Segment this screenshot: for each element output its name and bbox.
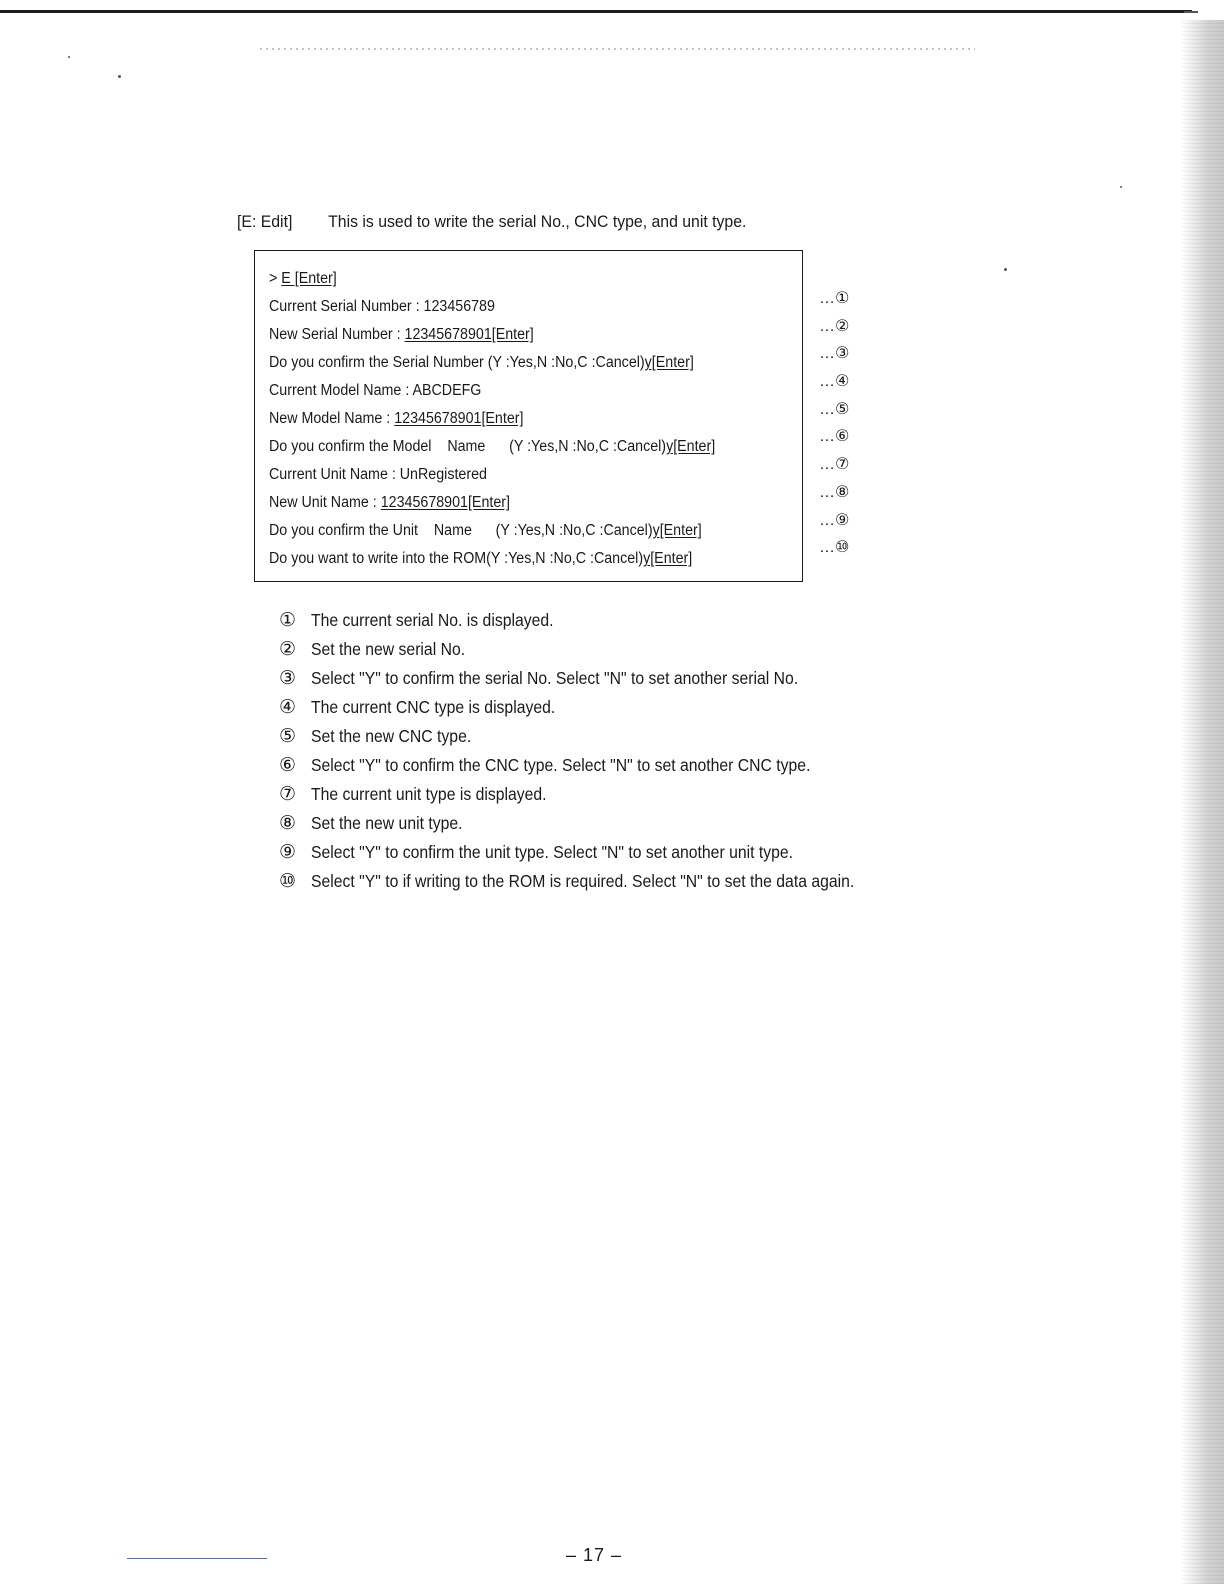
ref-marker-8: …⑧ (819, 483, 850, 501)
terminal-line-current-serial: Current Serial Number : 123456789 (269, 298, 495, 315)
scan-speck (118, 75, 121, 78)
note-text: Set the new unit type. (311, 813, 463, 833)
terminal-transcript (254, 250, 803, 582)
section-title (237, 212, 746, 232)
note-number: ⑩ (279, 871, 297, 892)
scan-speck (1120, 186, 1122, 188)
note-text: The current serial No. is displayed. (311, 610, 554, 630)
note-text: Set the new CNC type. (311, 726, 472, 746)
note-text: Select "Y" to if writing to the ROM is required. Select "N" to set the data again. (311, 871, 855, 891)
ref-marker-2: …② (819, 317, 850, 335)
note-number: ⑤ (279, 726, 297, 747)
typed-input: 12345678901[Enter] (380, 494, 510, 511)
terminal-line-current-model: Current Model Name : ABCDEFG (269, 382, 482, 399)
terminal-line-write-rom: Do you want to write into the ROM(Y :Yes,N :No,C :Cancel)y[Enter] (269, 550, 693, 567)
note-text: The current unit type is displayed. (311, 784, 547, 804)
terminal-line-confirm-model: Do you confirm the Model Name (Y :Yes,N :No,C :Cancel)y[Enter] (269, 438, 716, 455)
ref-marker-3: …③ (819, 345, 850, 363)
note-item (279, 666, 915, 695)
footer-rule (127, 1558, 267, 1559)
ref-marker-6: …⑥ (819, 428, 850, 446)
terminal-lines (269, 269, 754, 577)
command-key: [E: Edit] (237, 212, 293, 231)
typed-input: y[Enter] (652, 522, 702, 539)
section-description: This is used to write the serial No., CNC type, and unit type. (328, 212, 747, 231)
note-item (279, 753, 915, 782)
note-text: Select "Y" to confirm the serial No. Select "N" to set another serial No. (311, 668, 799, 688)
typed-input: y[Enter] (643, 550, 693, 567)
note-text: Select "Y" to confirm the CNC type. Select "N" to set another CNC type. (311, 755, 811, 775)
terminal-line-current-unit: Current Unit Name : UnRegistered (269, 466, 487, 483)
note-number: ⑧ (279, 813, 297, 834)
note-item (279, 695, 915, 724)
typed-input: 12345678901[Enter] (404, 326, 534, 343)
note-text: The current CNC type is displayed. (311, 697, 556, 717)
notes-list (279, 608, 915, 898)
note-text: Set the new serial No. (311, 639, 466, 659)
note-item (279, 869, 915, 898)
note-number: ⑥ (279, 755, 297, 776)
top-rule (0, 10, 1192, 13)
note-item (279, 782, 915, 811)
note-number: ③ (279, 668, 297, 689)
note-number: ① (279, 610, 297, 631)
note-text: Select "Y" to confirm the unit type. Select "N" to set another unit type. (311, 842, 793, 862)
ref-marker-1: …① (819, 290, 850, 307)
ref-marker-4: …④ (819, 373, 850, 391)
typed-input: y[Enter] (644, 354, 694, 371)
scan-speck (68, 56, 70, 58)
note-item (279, 840, 915, 869)
terminal-line-confirm-serial: Do you confirm the Serial Number (Y :Yes,N :No,C :Cancel)y[Enter] (269, 354, 694, 371)
ref-marker-10: …⑩ (819, 539, 850, 557)
note-number: ⑨ (279, 842, 297, 863)
typed-input: 12345678901[Enter] (394, 410, 524, 427)
scan-dots (260, 48, 975, 50)
terminal-line-command: > E [Enter] (269, 270, 337, 287)
ref-marker-5: …⑤ (819, 400, 850, 418)
page-number: – 17 – (566, 1545, 623, 1565)
terminal-line-new-unit: New Unit Name : 12345678901[Enter] (269, 494, 510, 511)
terminal-line-new-serial: New Serial Number : 12345678901[Enter] (269, 326, 534, 343)
note-number: ② (279, 639, 297, 660)
scan-speck (1004, 268, 1007, 271)
note-number: ⑦ (279, 784, 297, 805)
note-item (279, 811, 915, 840)
note-item (279, 608, 915, 637)
terminal-line-new-model: New Model Name : 12345678901[Enter] (269, 410, 524, 427)
note-item (279, 724, 915, 753)
ref-marker-7: …⑦ (819, 456, 850, 474)
note-number: ④ (279, 697, 297, 718)
typed-input: E [Enter] (281, 270, 337, 287)
scan-edge (1182, 20, 1224, 1584)
typed-input: y[Enter] (666, 438, 716, 455)
reference-markers (819, 289, 849, 566)
terminal-line-confirm-unit: Do you confirm the Unit Name (Y :Yes,N :No,C :Cancel)y[Enter] (269, 522, 702, 539)
ref-marker-9: …⑨ (819, 511, 850, 529)
note-item (279, 637, 915, 666)
